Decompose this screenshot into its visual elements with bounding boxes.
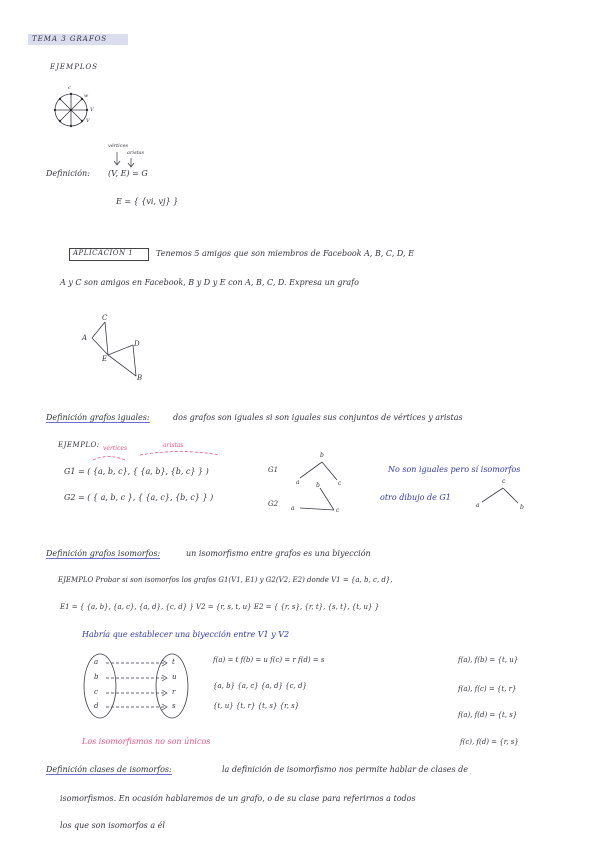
g2-node-b: b — [316, 482, 320, 489]
isomorfos-head: Definición grafos isomorfos: — [46, 549, 161, 558]
aplicacion-label: APLICACIÓN 1 — [73, 249, 134, 257]
map-left-a: a — [94, 658, 99, 666]
definicion-expr: (V, E) = G — [108, 169, 148, 178]
g1-node-a: a — [296, 479, 300, 486]
g1-alt-node-a: a — [476, 502, 480, 509]
map-right-r: r — [172, 688, 176, 696]
clases-line2: isomorfismos. En ocasión hablaremos de un grafo, o de su clase para referirnos a todos — [60, 794, 416, 803]
clases-line1: la definición de isomorfismo nos permite hablar de clases de — [222, 765, 469, 774]
wheel-label-v2: V — [86, 118, 90, 124]
iguales-line1: dos grafos son iguales si son iguales sus conjuntos de vértices y aristas — [173, 413, 463, 422]
map-cd: f(c), f(d) = {r, s} — [460, 738, 519, 746]
g1-label: G1 — [268, 466, 279, 474]
node-e: E — [102, 355, 108, 363]
aplicacion-line1: Tenemos 5 amigos que son miembros de Facebook A, B, C, D, E — [156, 249, 414, 258]
g2-definition: G2 = ( { a, b, c }, { {a, c}, {b, c} } ) — [64, 493, 214, 502]
g1-alt-node-c: c — [502, 478, 506, 485]
map-right-t: t — [172, 658, 175, 666]
vertices-note: vértices — [108, 143, 129, 149]
isomorfos-line2: EJEMPLO Probar si son isomorfos los grafos G1(V1, E1) y G2(V2, E2) donde V1 = {a, b, c, d}, — [58, 576, 393, 584]
g2-node-a: a — [291, 505, 295, 512]
node-a: A — [82, 334, 88, 342]
g1-node-c: c — [338, 480, 342, 487]
e1-edges: {a, b} {a, c} {a, d} {c, d} — [213, 682, 307, 690]
aristas-note: aristas — [127, 150, 145, 156]
g1-node-b: b — [320, 452, 324, 459]
map-left-d: d — [94, 702, 99, 710]
v1-ellipse — [84, 654, 116, 718]
map-left-c: c — [94, 688, 98, 696]
map-right-s: s — [172, 702, 176, 710]
g1-definition: G1 = ( {a, b, c}, { {a, b}, {b, c} } ) — [64, 467, 209, 476]
node-d: D — [134, 340, 140, 348]
aplicacion-line2: A y C son amigos en Facebook, B y D y E con A, B, C, D. Expresa un grafo — [60, 278, 359, 287]
iguales-note1: No son iguales pero sí isomorfos — [388, 465, 521, 474]
iguales-head: Definición grafos iguales: — [46, 413, 150, 422]
wheel-label-w: w — [84, 93, 89, 99]
map-right-u: u — [172, 673, 177, 681]
iguales-aristas-note: aristas — [163, 442, 184, 449]
map-left-b: b — [94, 673, 99, 681]
f-mapping: f(a) = t f(b) = u f(c) = r f(d) = s — [213, 656, 325, 664]
g2-label: G2 — [268, 500, 279, 508]
map-ab: f(a), f(b) = {t, u} — [458, 656, 519, 664]
map-ac: f(a), f(c) = {t, r} — [458, 685, 517, 693]
isomorfos-line3: E1 = { {a, b}, {a, c}, {a, d}, {c, d} } V2 = {r, s, t, u} E2 = { {r, s}, {r, t}, {s, t}, {t, u} } — [60, 603, 380, 611]
wheel-label-c: c — [68, 85, 71, 91]
g1-alt-node-b: b — [520, 504, 524, 511]
page-title: TEMA 3 GRAFOS — [32, 35, 108, 43]
iguales-note2: otro dibujo de G1 — [380, 493, 451, 502]
definicion-label: Definición: — [46, 169, 90, 178]
e1-images: {t, u} {t, r} {t, s} {r, s} — [213, 702, 300, 710]
clases-line3: los que son isomorfos a él — [60, 821, 165, 830]
isomorfos-note: Los isomorfismos no son únicos — [82, 737, 211, 746]
wheel-label-v1: V — [90, 107, 94, 113]
definicion-edges: E = { {vi, vj} } — [116, 197, 179, 206]
clases-head: Definición clases de isomorfos: — [46, 765, 172, 774]
node-b: B — [137, 374, 143, 382]
isomorfos-hint: Habría que establecer una biyección entre V1 y V2 — [82, 630, 290, 639]
map-ad: f(a), f(d) = {t, s} — [458, 711, 518, 719]
ejemplos-label: EJEMPLOS — [50, 63, 99, 71]
node-c: C — [102, 314, 108, 322]
isomorfos-line1: un isomorfismo entre grafos es una biyección — [186, 549, 371, 558]
g2-node-c: c — [336, 507, 340, 514]
iguales-vertices-note: vértices — [103, 445, 128, 452]
iguales-ejemplo: EJEMPLO: — [58, 441, 100, 449]
